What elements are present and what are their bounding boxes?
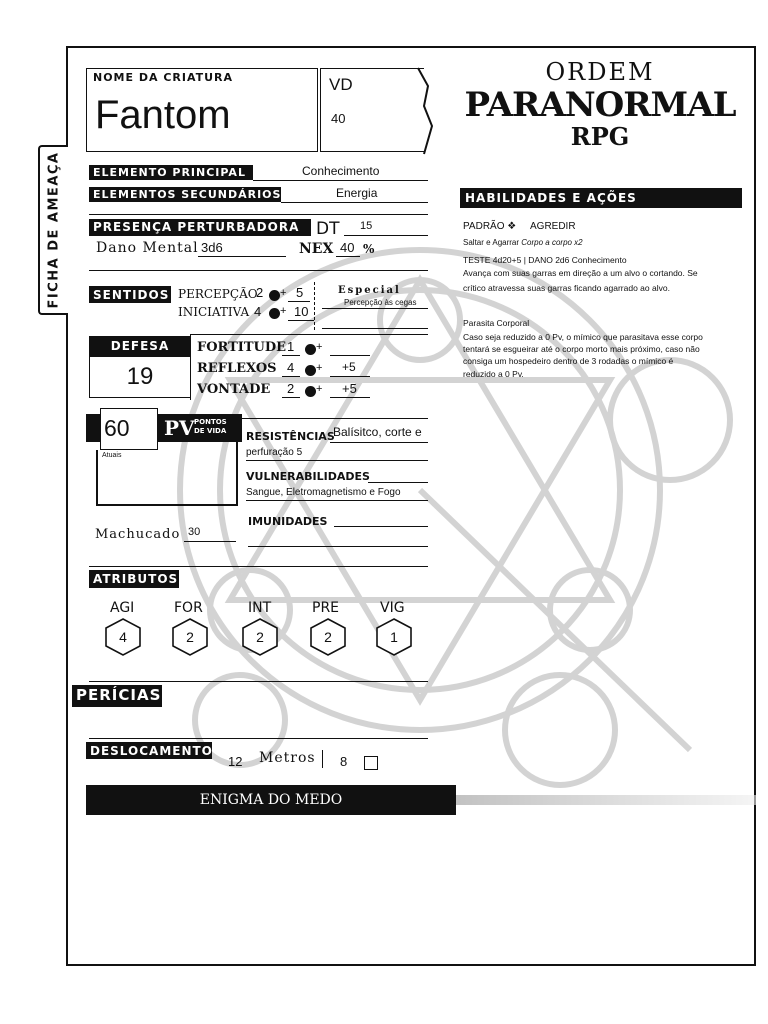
main-element-value: Conhecimento: [302, 164, 380, 178]
immun-line-2: [248, 546, 428, 547]
hp-right-line: [236, 442, 238, 506]
movement-top-line: [89, 738, 428, 739]
d20-icon: [269, 308, 280, 319]
side-tab-label: FICHA DE AMEAÇA: [46, 151, 62, 309]
will-dice: 2: [287, 381, 295, 396]
enigma-banner: [86, 785, 456, 815]
logo-line3: RPG: [570, 122, 630, 151]
immun-line-1: [334, 526, 428, 527]
dt-line: [344, 235, 428, 236]
nex-line: [336, 256, 360, 257]
nex-label: NEX: [299, 241, 334, 257]
action-name: AGREDIR: [530, 221, 576, 232]
initiative-bonus: 10: [294, 304, 309, 319]
logo-line1: ORDEM: [545, 58, 655, 86]
attribute-int-value: 2: [256, 629, 264, 645]
attribute-vig-label: VIG: [380, 600, 405, 616]
attack-name: Saltar e Agarrar: [463, 238, 520, 247]
resist-line-1: [330, 442, 428, 443]
action-type: PADRÃO ❖: [463, 221, 517, 232]
d20-icon: [305, 344, 316, 355]
attack-desc-1: Avança com suas garras em direção a um alvo o cortando. Se: [463, 268, 698, 278]
attribute-for-label: FOR: [174, 600, 203, 616]
attribute-agi-hex: [103, 617, 143, 657]
resist-line-2: [246, 460, 428, 461]
attack-test-line: TESTE 4d20+5 | DANO 2d6 Conhecimento: [463, 255, 627, 265]
will-bonus-line: [330, 397, 370, 398]
hurt-label: Machucado: [95, 527, 181, 542]
will-bonus: +5: [342, 381, 357, 396]
special-label: Especial: [338, 285, 401, 296]
pv-sub2: DE VIDA: [194, 427, 227, 435]
attack-type: Corpo a corpo x2: [521, 238, 583, 247]
mental-damage-line: [198, 256, 286, 257]
enigma-label: ENIGMA DO MEDO: [199, 792, 343, 808]
hp-box: [100, 408, 158, 450]
perception-label: PERCEPÇÃO: [178, 287, 258, 301]
mental-damage-value: 3d6: [201, 240, 223, 255]
special-divider: [314, 282, 315, 330]
resistances-line2: perfuração 5: [246, 447, 303, 458]
fortitude-label: FORTITUDE: [197, 340, 287, 355]
perception-plus: +: [280, 287, 287, 299]
defense-box: [89, 356, 191, 398]
main-element-label: ELEMENTO PRINCIPAL: [89, 165, 253, 180]
parasite-line-4: reduzido a 0 Pv.: [463, 369, 524, 379]
attribute-pre-label: PRE: [312, 600, 340, 616]
attribute-vig-hex: [374, 617, 414, 657]
presence-top-line: [89, 214, 428, 215]
attribute-int-hex: [240, 617, 280, 657]
attributes-top-line: [89, 566, 428, 567]
nex-value: 40: [340, 240, 355, 255]
reflexes-dice-line: [282, 376, 300, 377]
reflexes-dice: 4: [287, 360, 295, 375]
logo: [460, 58, 740, 150]
fortitude-plus: +: [316, 341, 323, 353]
dt-label: DT: [316, 219, 340, 239]
page-frame-left-top: [66, 46, 68, 146]
logo-line2: PARANORMAL: [464, 85, 736, 125]
initiative-line: [288, 320, 314, 321]
vd-label: VD: [329, 75, 353, 94]
vd-value: 40: [331, 111, 346, 126]
dt-value: 15: [360, 220, 373, 232]
movement-divider: [322, 750, 323, 768]
attribute-pre-value: 2: [324, 629, 332, 645]
movement-meters-label: Metros: [259, 750, 316, 766]
d20-icon: [305, 365, 316, 376]
enigma-brush: [456, 795, 756, 805]
parasite-line-1: Caso seja reduzido a 0 Pv, o mímico que parasitava esse corpo: [463, 332, 703, 342]
attack-line: [463, 238, 583, 247]
side-tab: [38, 145, 68, 315]
attributes-label: ATRIBUTOS: [89, 570, 179, 588]
special-value: Percepção às cegas: [344, 298, 417, 307]
special-line: [322, 308, 428, 309]
parasite-title: Parasita Corporal: [463, 318, 530, 328]
page-frame-left: [66, 300, 68, 966]
attack-desc-2: crítico atravessa suas garras ficando agarrado ao alvo.: [463, 283, 670, 293]
attribute-int-label: INT: [248, 600, 272, 616]
hp-bar-left: [86, 414, 101, 442]
creature-name: Fantom: [95, 93, 231, 137]
pv-label: PV: [164, 416, 195, 440]
presence-bottom-line: [89, 270, 428, 271]
attribute-pre-hex: [308, 617, 348, 657]
secondary-elements-line: [281, 202, 428, 203]
special-line-2: [322, 328, 428, 329]
abilities-label: HABILIDADES E AÇÕES: [460, 188, 742, 208]
pv-banner: [158, 414, 242, 442]
resistances-label: RESISTÊNCIAS: [246, 430, 335, 443]
movement-meters-value: 12: [228, 754, 243, 769]
secondary-elements-value: Energia: [336, 186, 378, 200]
vulnerabilities-label: VULNERABILIDADES: [246, 470, 370, 483]
vd-box: [320, 68, 424, 152]
d20-icon: [305, 386, 316, 397]
reflexes-bonus: +5: [342, 360, 356, 374]
immunities-label: IMUNIDADES: [248, 515, 328, 528]
page-frame: [66, 46, 756, 966]
main-element-line: [253, 180, 428, 181]
perception-line: [288, 301, 310, 302]
initiative-plus: +: [280, 305, 287, 317]
fortitude-dice-line: [282, 355, 300, 356]
pv-sub1: PONTOS: [194, 418, 227, 426]
skills-label: PERÍCIAS: [72, 685, 162, 707]
mental-damage-label: Dano Mental: [96, 240, 199, 256]
hp-side-line: [96, 450, 98, 506]
hp-value: 60: [104, 415, 130, 441]
resist-top-line: [242, 418, 428, 419]
initiative-label: INICIATIVA: [178, 305, 250, 319]
vd-box-edge: [416, 66, 436, 156]
vuln-line-2: [246, 500, 428, 501]
fortitude-dice: 1: [287, 339, 295, 354]
hurt-value: 30: [188, 526, 201, 538]
d20-icon: [269, 290, 280, 301]
reflexes-bonus-line: [330, 376, 370, 377]
reflexes-plus: +: [316, 362, 323, 374]
perception-dice: 2: [256, 285, 264, 300]
movement-square-icon: [364, 756, 378, 770]
defense-label: DEFESA: [89, 336, 191, 356]
will-plus: +: [316, 383, 323, 395]
skills-top-line: [89, 681, 428, 682]
vuln-line-1: [368, 482, 428, 483]
will-label: VONTADE: [197, 382, 271, 397]
parasite-line-2: tentará se esgueirar até o corpo morto mais próximo, caso não: [463, 344, 700, 354]
creature-name-label: NOME DA CRIATURA: [93, 71, 234, 84]
presence-label: PRESENÇA PERTURBADORA: [89, 219, 311, 236]
movement-squares-value: 8: [340, 754, 348, 769]
senses-label: SENTIDOS: [89, 286, 171, 303]
initiative-dice: 4: [254, 304, 262, 319]
creature-name-box: [86, 68, 318, 152]
fortitude-bonus-line: [330, 355, 370, 356]
hurt-line: [184, 541, 236, 542]
attribute-for-value: 2: [186, 629, 194, 645]
parasite-line-3: consiga um hospedeiro dentro de 3 rodadas o mímico é: [463, 356, 674, 366]
reflexes-label: REFLEXOS: [197, 361, 277, 376]
attribute-agi-value: 4: [119, 629, 127, 645]
movement-label: DESLOCAMENTO: [86, 742, 212, 759]
nex-percent: %: [363, 242, 375, 256]
attribute-for-hex: [170, 617, 210, 657]
resistances-line1: Balísitco, corte e: [333, 425, 422, 439]
hp-current-label: Atuais: [102, 452, 122, 459]
hp-bottom-line: [96, 504, 238, 506]
attribute-vig-value: 1: [390, 629, 398, 645]
vulnerabilities-value: Sangue, Eletromagnetismo e Fogo: [246, 487, 401, 498]
will-dice-line: [282, 397, 300, 398]
secondary-elements-label: ELEMENTOS SECUNDÁRIOS: [89, 187, 281, 202]
perception-bonus: 5: [296, 285, 304, 300]
attribute-agi-label: AGI: [110, 600, 135, 616]
defense-value: 19: [126, 363, 154, 390]
